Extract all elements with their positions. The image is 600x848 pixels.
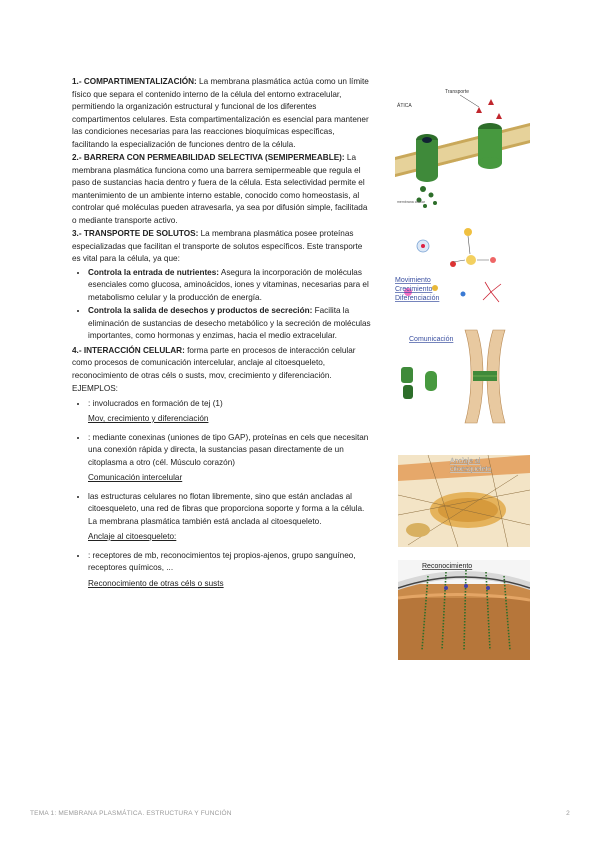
examples-heading: EJEMPLOS: xyxy=(72,384,118,393)
fig1-label-top: Transporte xyxy=(445,89,469,95)
fig2-line-2: Crecimiento xyxy=(395,286,433,293)
fig4-line-2: citoesqueleto xyxy=(450,466,492,473)
membrane-bilayer xyxy=(395,123,530,177)
section-interaccion: 4.- INTERACCIÓN CELULAR: forma parte en procesos de interacción celular como procesos de comunicación intercelular, anclaje al citoesqueleto, reconocimiento de otras céls o susts, mov, crecimiento y diferenciación. xyxy=(72,345,356,380)
section-compartimentalizacion: 1.- COMPARTIMENTALIZACIÓN: La membrana plasmática actúa como un límite físico que separa el contenido interno de la célula del entorno extracelular, permitiendo la organización estructural y funcional de los diferentes compartimentos celulares. Esta compartimentalización es esencial para mantener las condiciones necesarias para las reacciones bioquímicas específicas, facilitando la especialización de funciones dentro de la célula. xyxy=(72,77,369,149)
movement-figure xyxy=(393,222,533,310)
cytoskeleton-figure xyxy=(398,455,530,547)
list-item: • : receptores de mb, reconocimientos tej propios-ajenos, grupo sanguíneo, receptores químicos, ... Reconocimiento de otras céls o susts xyxy=(88,550,372,591)
red-particles xyxy=(476,99,502,119)
fig1-label-left: ÁTICA xyxy=(397,103,412,109)
main-text-column xyxy=(72,76,372,596)
fig2-line-3: Diferenciación xyxy=(395,295,440,302)
fig4-line-1: Anclaje al xyxy=(450,458,481,465)
list-item: • : mediante conexinas (uniones de tipo GAP), proteínas en cels que necesitan una conexión rápida y directa, la sustancias pasan directamente de un citoplasma a otro (cél. Músculo corazón) Comunicación intercelular xyxy=(88,432,372,485)
section-barrera: 2.- BARRERA CON PERMEABILIDAD SELECTIVA (SEMIPERMEABLE): La membrana plasmática funciona como una barrera semipermeable que regula el paso de sustancias hacia dentro y fuera de la célula. Esta selectividad permite el mantenimiento de un ambiente interno estable, conocido como homeostasis, al controlar qué moléculas pueden atravesarla, ya sea por difusión simple, facilitada o mediante transporte activo. xyxy=(72,153,368,225)
channel-protein-right xyxy=(478,123,502,169)
solute-particles xyxy=(417,186,438,208)
section-transporte: 3.- TRANSPORTE DE SOLUTOS: La membrana plasmática posee proteínas especializadas que facilitan el transporte de solutos específicos. Este transporte es vital para la célula, ya que: xyxy=(72,229,363,263)
list-item: • Controla la entrada de nutrientes: Asegura la incorporación de moléculas esenciales como glucosa, aminoácidos, iones y vitaminas, necesarias para el metabolismo celular y la producción de energía. xyxy=(88,267,372,305)
svg-text:membrana celular: membrana celular xyxy=(397,200,426,204)
recognition-figure xyxy=(398,560,530,660)
list-item: • las estructuras celulares no flotan libremente, sino que están ancladas al citoesqueleto, una red de fibras que proporciona soporte y forma a la célula. La membrana plasmática también está anclada al citoesqueleto. Anclaje al citoesqueleto: xyxy=(88,491,372,544)
list-item: • : involucrados en formación de tej (1) Mov, crecimiento y diferenciación xyxy=(88,398,372,426)
fig3-label: Comunicación xyxy=(409,336,454,343)
list-item: • Controla la salida de desechos y productos de secreción: Facilita la eliminación de sustancias de desecho metabólico y la secreción de moléculas importantes, como hormonas y enzimas, hacia el medio extracelular. xyxy=(88,305,372,343)
transporte-bullets xyxy=(72,267,372,343)
footer-title: TEMA 1: MEMBRANA PLASMÁTICA. ESTRUCTURA Y FUNCIÓN xyxy=(30,810,232,817)
fig5-label: Reconocimiento xyxy=(422,563,473,570)
examples-list xyxy=(72,398,372,591)
communication-figure xyxy=(393,325,533,425)
page-number: 2 xyxy=(566,810,570,817)
channel-protein-left xyxy=(416,134,438,182)
fig2-line-1: Movimiento xyxy=(395,277,431,284)
transport-figure xyxy=(395,85,530,210)
page-footer xyxy=(30,810,570,817)
